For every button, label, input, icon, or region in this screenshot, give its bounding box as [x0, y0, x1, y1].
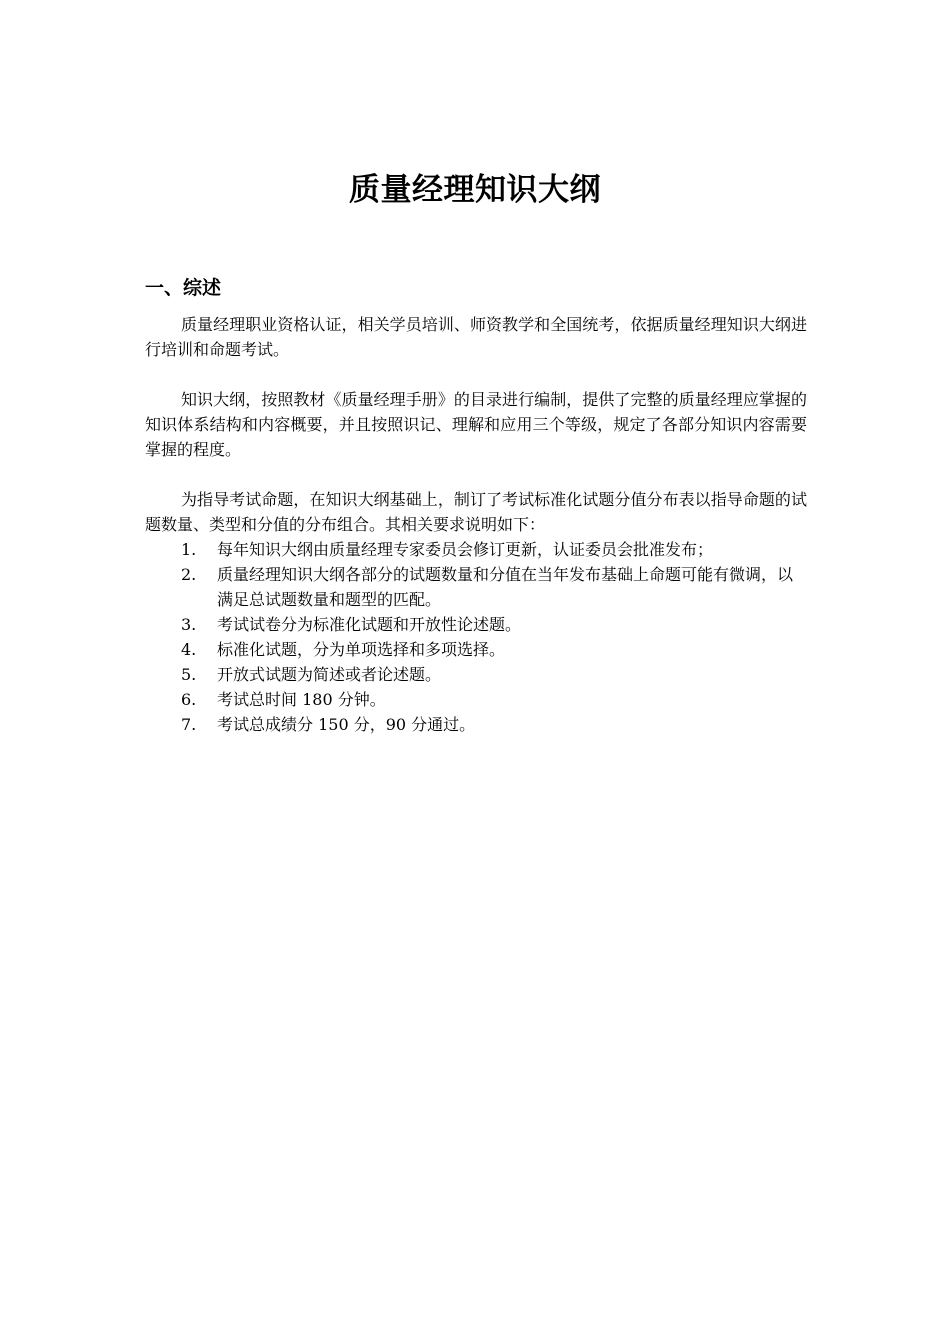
- list-item-number: 6.: [181, 690, 197, 709]
- list-item: [145, 687, 807, 712]
- paragraph-spacer: [145, 462, 807, 487]
- list-item: [145, 562, 807, 612]
- list-item-number: 2.: [181, 565, 197, 584]
- paragraph-spacer: [145, 362, 807, 387]
- list-item: [145, 712, 807, 737]
- paragraph-intro: 质量经理职业资格认证，相关学员培训、师资教学和全国统考，依据质量经理知识大纲进行培训和命题考试。: [145, 315, 807, 359]
- list-item-text: 考试试卷分为标准化试题和开放性论述题。: [217, 615, 522, 634]
- paragraph-requirements: 为指导考试命题，在知识大纲基础上，制订了考试标准化试题分值分布表以指导命题的试题数量、类型和分值的分布组合。其相关要求说明如下：: [145, 490, 807, 534]
- list-item-number: 5.: [181, 665, 197, 684]
- list-item: [145, 537, 807, 562]
- list-item-number: 3.: [181, 615, 197, 634]
- list-item-number: 1.: [181, 540, 197, 559]
- section-body: [145, 312, 807, 737]
- list-item-text: 考试总时间 180 分钟。: [217, 690, 386, 709]
- section-heading: 一、综述: [145, 277, 222, 299]
- list-item: [145, 637, 807, 662]
- list-item-number: 4.: [181, 640, 197, 659]
- list-item-text: 开放式试题为简述或者论述题。: [217, 665, 442, 684]
- document-title: 质量经理知识大纲: [349, 172, 601, 208]
- list-item-number: 7.: [181, 715, 197, 734]
- list-item: [145, 662, 807, 687]
- paragraph-outline: 知识大纲，按照教材《质量经理手册》的目录进行编制，提供了完整的质量经理应掌握的知识体系结构和内容概要，并且按照识记、理解和应用三个等级，规定了各部分知识内容需要掌握的程度。: [145, 390, 807, 459]
- list-item-text: 每年知识大纲由质量经理专家委员会修订更新，认证委员会批准发布；: [217, 540, 714, 559]
- requirements-list: [145, 537, 807, 737]
- list-item-text: 标准化试题，分为单项选择和多项选择。: [217, 640, 506, 659]
- list-item-text: 考试总成绩分 150 分，90 分通过。: [217, 715, 476, 734]
- list-item-text: 质量经理知识大纲各部分的试题数量和分值在当年发布基础上命题可能有微调，以满足总试题数量和题型的匹配。: [217, 565, 794, 609]
- list-item: [145, 612, 807, 637]
